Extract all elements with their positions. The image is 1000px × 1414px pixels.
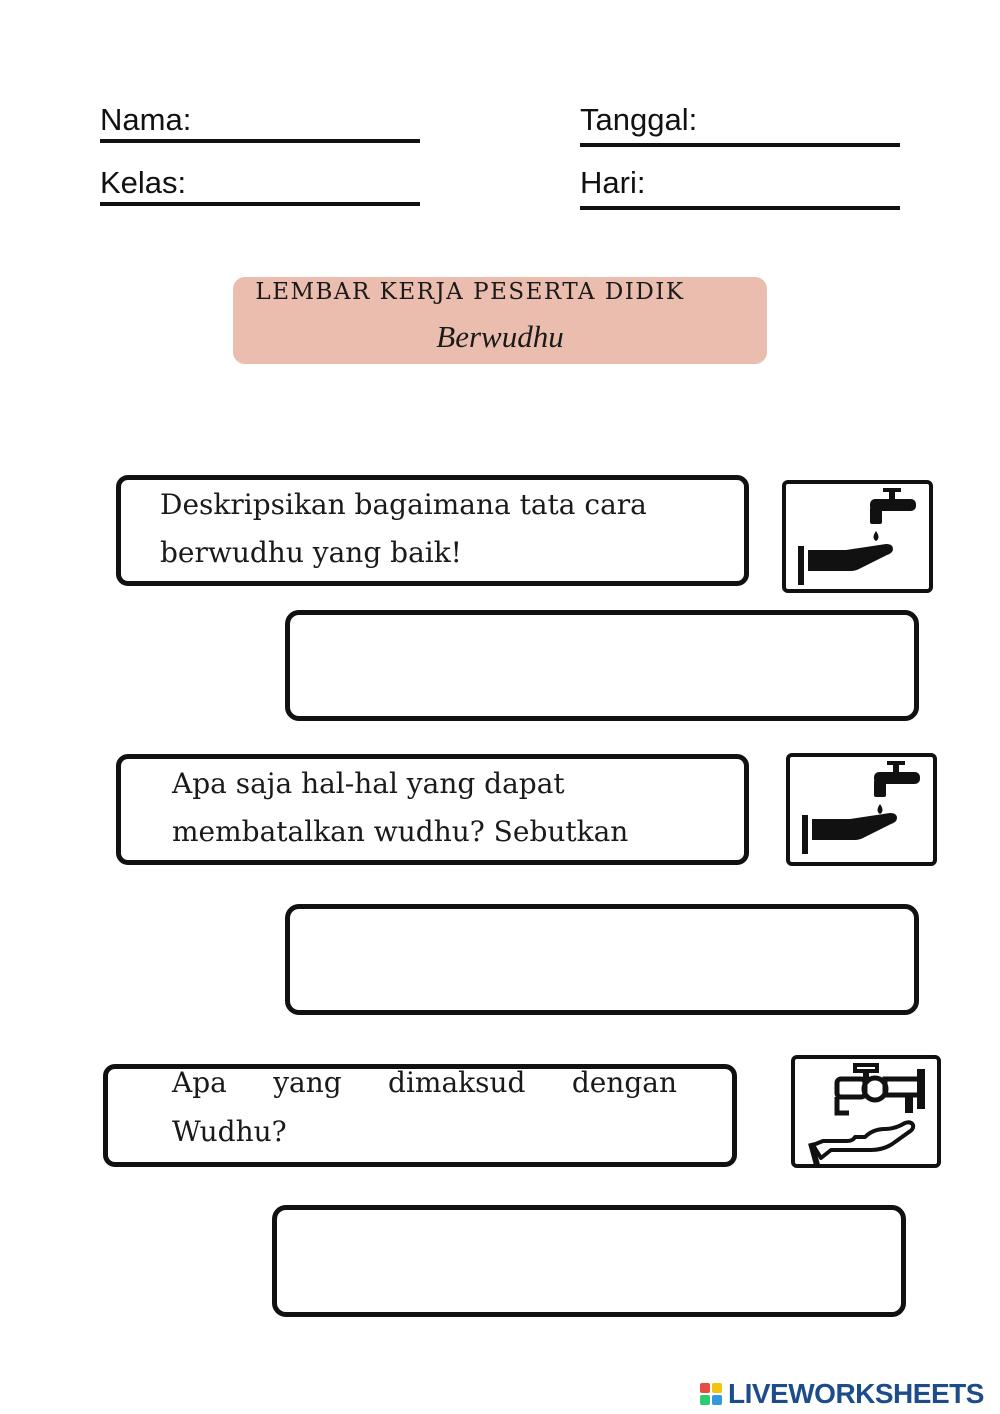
question-text-2 (172, 760, 628, 856)
answer-box-3[interactable] (272, 1205, 906, 1317)
date-label: Tanggal: (580, 102, 698, 137)
worksheet-subtitle: Berwudhu (436, 319, 564, 354)
answer-box-2[interactable] (285, 904, 919, 1015)
tap-valve-hand-icon (791, 1055, 941, 1168)
day-line[interactable] (580, 206, 900, 210)
question-2-line-1: Apa saja hal-hal yang dapat (172, 767, 565, 800)
class-label: Kelas: (100, 165, 187, 200)
faucet-hand-icon (786, 753, 937, 866)
question-text-3b (172, 1108, 287, 1156)
date-line[interactable] (580, 143, 900, 147)
question-1-line-1: Deskripsikan bagaimana tata cara (160, 488, 647, 521)
brand-text: LIVEWORKSHEETS (728, 1378, 984, 1409)
question-1-line-2: berwudhu yang baik! (160, 536, 462, 569)
name-label: Nama: (100, 102, 192, 137)
faucet-hand-icon (782, 480, 933, 593)
answer-box-1[interactable] (285, 610, 919, 721)
question-text-3 (172, 1059, 677, 1107)
question-text-1 (160, 481, 647, 577)
liveworksheets-logo[interactable] (700, 1378, 984, 1410)
day-label: Hari: (580, 165, 646, 200)
class-line[interactable] (100, 202, 420, 206)
worksheet-title: LEMBAR KERJA PESERTA DIDIK (255, 279, 685, 305)
title-banner (233, 277, 767, 364)
brand-grid-icon (700, 1383, 722, 1405)
question-3-line-1: Apa yang dimaksud dengan (172, 1066, 677, 1099)
name-line[interactable] (100, 139, 420, 143)
question-3-line-2: Wudhu? (172, 1115, 287, 1148)
question-2-line-2: membatalkan wudhu? Sebutkan (172, 815, 629, 848)
